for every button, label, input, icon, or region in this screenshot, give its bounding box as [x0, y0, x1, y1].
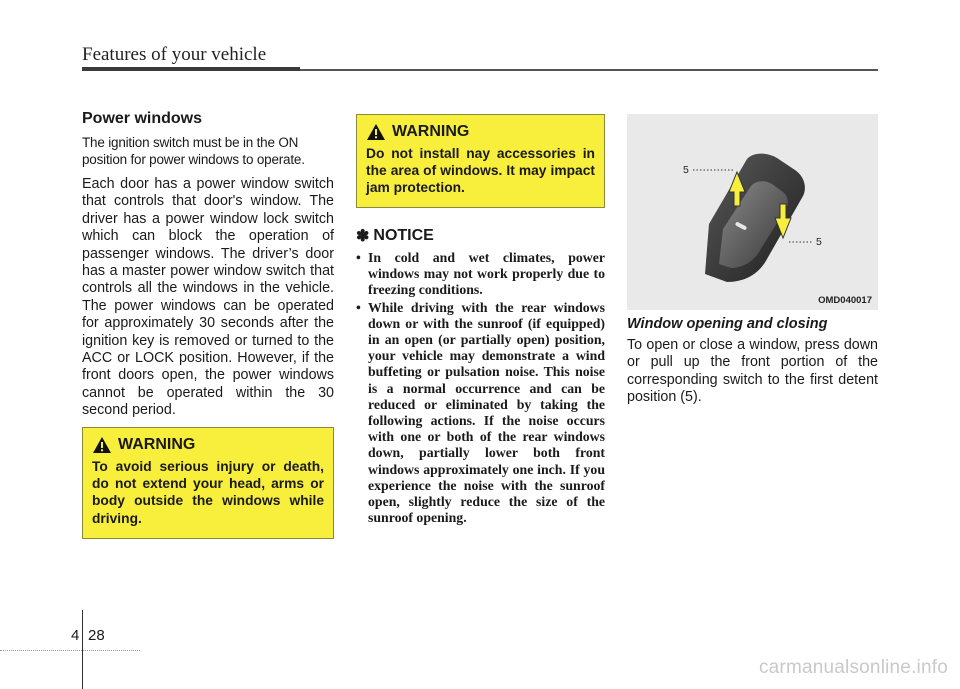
bullet-icon: • — [356, 250, 361, 265]
warning-title: WARNING — [392, 123, 470, 140]
page-header-title: Features of your vehicle — [82, 44, 267, 65]
figure-code: OMD040017 — [818, 295, 872, 306]
body-paragraph-power-windows: Each door has a power window switch that controls that door's window. The driver has a power window lock switch which can block the operation of passenger windows. The driver’s door has a master power window switch that controls all the windows in the vehicle. The power windows can be operated for approximately 30 seconds after the ignition key is removed or turned to the ACC or LOCK position. However, if the front doors open, the power windows cannot be operated within the 30 second period. — [82, 176, 334, 419]
warning-box-accessories — [356, 114, 605, 208]
page-chapter-number: 4 — [71, 627, 80, 644]
footer-vertical-rule — [82, 610, 83, 689]
figure-label-bottom: 5 — [816, 236, 822, 248]
notice-star-icon: ✽ — [356, 228, 370, 245]
bullet-icon: • — [356, 299, 361, 315]
warning-triangle-icon — [92, 436, 112, 454]
warning-title: WARNING — [118, 436, 196, 453]
figure-label-top: 5 — [683, 164, 689, 176]
notice-item: • While driving with the rear windows down or with the sunroof (if equipped) in an open (or partially open) position, your vehicle may demonstrate a wind buffeting or pulsation noise. This noise is a normal occurrence and can be reduced or eliminated by taking the following actions. If the noise occurs with one or both of the rear windows down, partially lower both front windows approximately one inch. If you experience the noise with the sunroof open, slightly reduce the size of the sunroof opening. — [356, 299, 605, 526]
header-rule-thin — [300, 69, 878, 71]
subsection-title-window-opening: Window opening and closing — [627, 316, 828, 332]
footer-divider — [0, 650, 140, 651]
intro-paragraph: The ignition switch must be in the ON position for power windows to operate. — [82, 135, 305, 167]
watermark: carmanualsonline.info — [758, 657, 948, 678]
warning-triangle-icon — [366, 123, 386, 141]
body-paragraph-window-opening: To open or close a window, press down or pull up the front portion of the corresponding switch to the first detent position (5). — [627, 337, 878, 406]
window-switch-figure — [627, 114, 878, 310]
header-rule-thick — [82, 67, 300, 71]
notice-heading — [356, 226, 434, 246]
warning-text: To avoid serious injury or death, do not extend your head, arms or body outside the windows while driving. — [92, 459, 324, 526]
notice-list — [356, 250, 605, 527]
page-number: 28 — [88, 627, 105, 644]
notice-title: NOTICE — [373, 227, 434, 244]
section-title-power-windows: Power windows — [82, 110, 203, 127]
window-switch-illustration-icon — [627, 114, 878, 310]
warning-text: Do not install nay accessories in the area of windows. It may impact jam protection. — [366, 146, 595, 196]
warning-box-head-arms — [82, 427, 334, 539]
notice-item: • In cold and wet climates, power windows may not work properly due to freezing conditions. — [356, 250, 605, 298]
